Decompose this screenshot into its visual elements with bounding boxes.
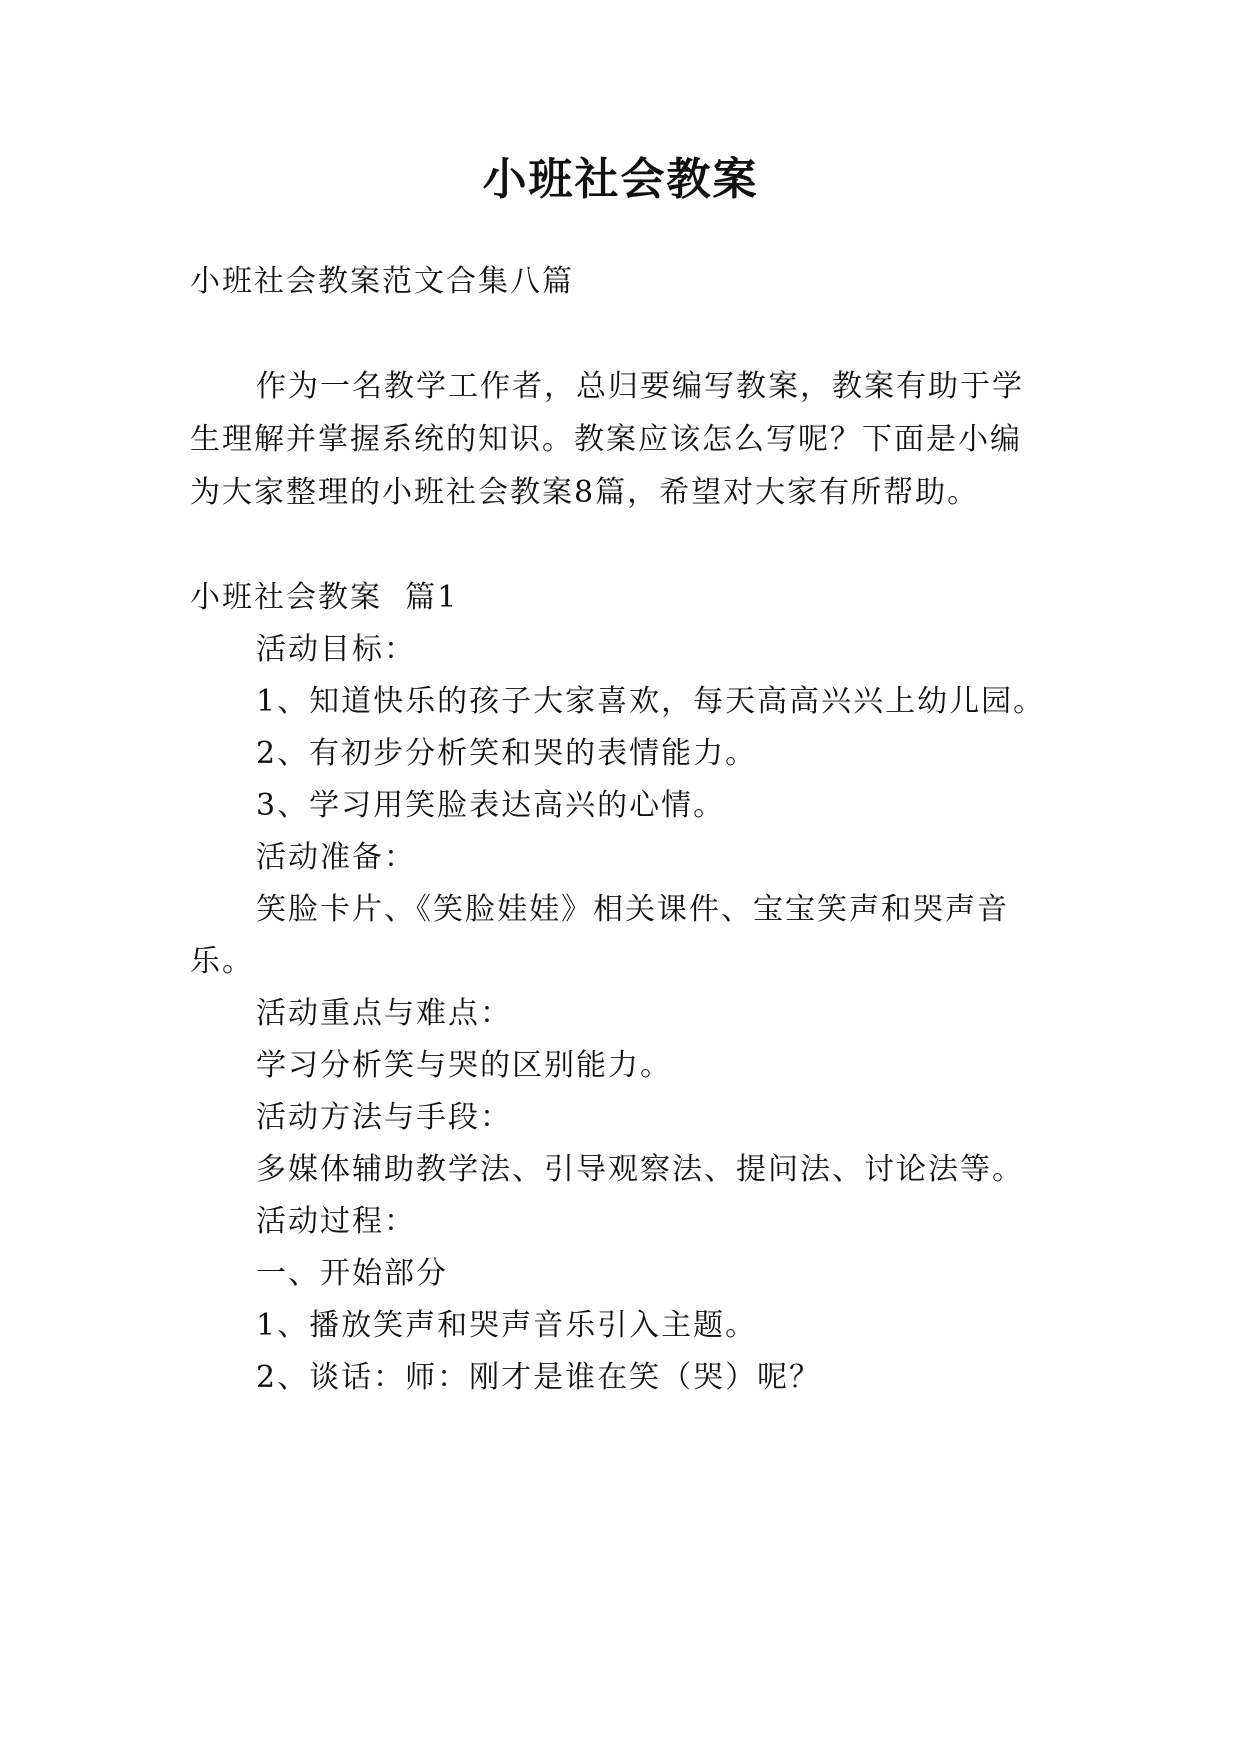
body-line: 活动过程： (256, 1204, 416, 1239)
intro-line: 生理解并掌握系统的知识。教案应该怎么写呢？下面是小编 (190, 422, 1022, 457)
document-title: 小班社会教案 (482, 154, 759, 205)
body-line: 1、知道快乐的孩子大家喜欢，每天高高兴兴上幼儿园。 (256, 684, 1046, 719)
document-subtitle: 小班社会教案范文合集八篇 (190, 264, 574, 299)
body-line: 学习分析笑与哭的区别能力。 (256, 1048, 672, 1083)
body-line: 活动目标： (256, 632, 416, 667)
body-line: 1、播放笑声和哭声音乐引入主题。 (256, 1308, 758, 1343)
body-line: 活动重点与难点： (256, 996, 512, 1031)
body-line: 2、谈话：师：刚才是谁在笑（哭）呢？ (256, 1360, 822, 1395)
body-line: 活动准备： (256, 840, 416, 875)
intro-line: 作为一名教学工作者，总归要编写教案，教案有助于学 (256, 369, 1024, 404)
body-line: 2、有初步分析笑和哭的表情能力。 (256, 736, 758, 771)
body-line: 活动方法与手段： (256, 1100, 512, 1135)
section-heading: 小班社会教案 篇1 (190, 580, 459, 615)
body-line: 多媒体辅助教学法、引导观察法、提问法、讨论法等。 (256, 1152, 1024, 1187)
body-line: 一、开始部分 (256, 1256, 448, 1291)
body-line: 乐。 (190, 944, 254, 979)
intro-line: 为大家整理的小班社会教案8篇，希望对大家有所帮助。 (190, 475, 980, 510)
body-line: 笑脸卡片、《笑脸娃娃》相关课件、宝宝笑声和哭声音 (256, 892, 1009, 927)
body-line: 3、学习用笑脸表达高兴的心情。 (256, 788, 726, 823)
